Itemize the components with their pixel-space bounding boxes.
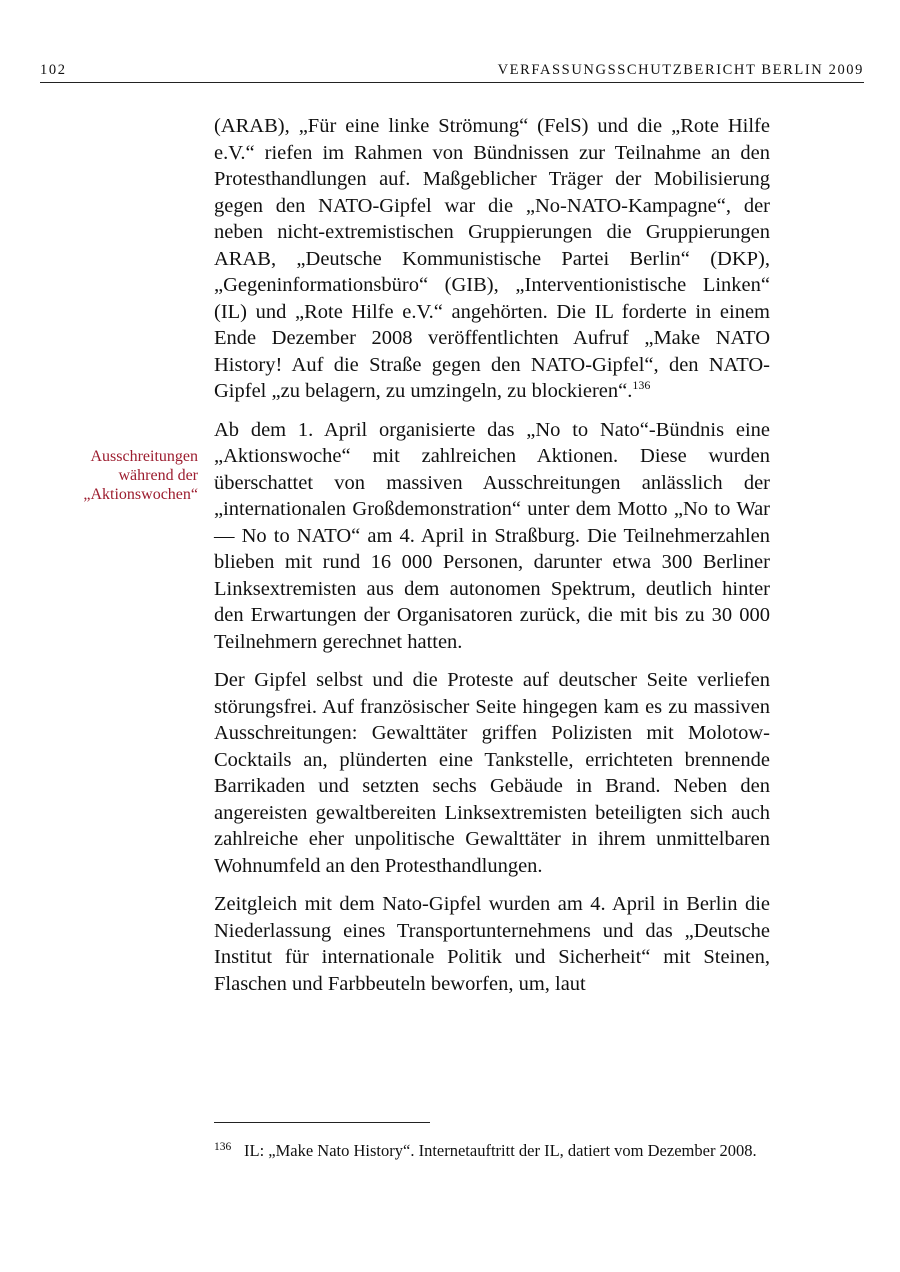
margin-note-line-3: „Aktionswochen“ <box>83 486 198 503</box>
footnote-number: 136 <box>214 1141 232 1153</box>
footnote-reference: 136 <box>632 378 651 393</box>
paragraph-1-text: (ARAB), „Für eine linke Strömung“ (FelS) und die „Rote Hilfe e.V.“ riefen im Rahmen von Bündnissen zur Teilnahme an den Protesthandlungen auf. Maßgeblicher Träger der Mobilisierung gegen den NATO-Gipfel war die „No-NATO-Kampagne“, der neben nicht-extremistischen Gruppierungen die Gruppierungen ARAB, „Deutsche Kommunistische Partei Berlin“ (DKP), „Gegeninformationsbüro“ (GIB), „Interventionistische Linken“ (IL) und „Rote Hilfe e.V.“ angehörten. Die IL forderte in einem Ende Dezember 2008 veröffentlichten Aufruf „Make NATO History! Auf die Straße gegen den NATO-Gipfel“, den NATO-Gipfel „zu belagern, zu umzingeln, zu blockieren“. <box>214 115 770 402</box>
footnote-text: IL: „Make Nato History“. Internetauftritt der IL, datiert vom Dezember 2008. <box>244 1141 757 1160</box>
margin-note-line-1: Ausschreitungen <box>90 448 198 465</box>
paragraph-1 <box>214 113 770 405</box>
page-number: 102 <box>40 62 67 78</box>
margin-note <box>40 447 198 504</box>
footnote <box>214 1140 770 1161</box>
main-text <box>214 113 770 1009</box>
paragraph-4: Zeitgleich mit dem Nato-Gipfel wurden am 4. April in Berlin die Niederlassung eines Transportunternehmens und das „Deutsche Institut für internationale Politik und Sicherheit“ mit Steinen, Flaschen und Farbbeuteln beworfen, um, laut <box>214 893 770 995</box>
footnote-divider <box>214 1122 430 1123</box>
running-title: VERFASSUNGSSCHUTZBERICHT BERLIN 2009 <box>497 62 864 78</box>
margin-note-line-2: während der <box>118 467 198 484</box>
running-head <box>40 60 864 83</box>
paragraph-2: Ab dem 1. April organisierte das „No to Nato“-Bündnis eine „Aktionswoche“ mit zahlreichen Aktionen. Diese wurden überschattet von massiven Ausschreitungen anlässlich der „internationalen Großdemonstration“ unter dem Motto „No to War — No to NATO“ am 4. April in Straßburg. Die Teilnehmerzahlen blieben mit rund 16 000 Personen, darunter etwa 300 Berliner Linksextremisten aus dem autonomen Spektrum, deutlich hinter den Erwartungen der Organisatoren zurück, die mit bis zu 30 000 Teilnehmern gerechnet hatten. <box>214 418 770 653</box>
paragraph-3: Der Gipfel selbst und die Proteste auf deutscher Seite verliefen störungsfrei. Auf französischer Seite hingegen kam es zu massiven Ausschreitungen: Gewalttäter griffen Polizisten mit Molotow-Cocktails an, plünderten eine Tankstelle, errichteten brennende Barrikaden und setzten sechs Gebäude in Brand. Neben den angereisten gewaltbereiten Linksextremisten beteiligten sich auch zahlreiche eher unpolitische Gewalttäter in ihrem unmittelbaren Wohnumfeld an den Protesthandlungen. <box>214 669 770 877</box>
